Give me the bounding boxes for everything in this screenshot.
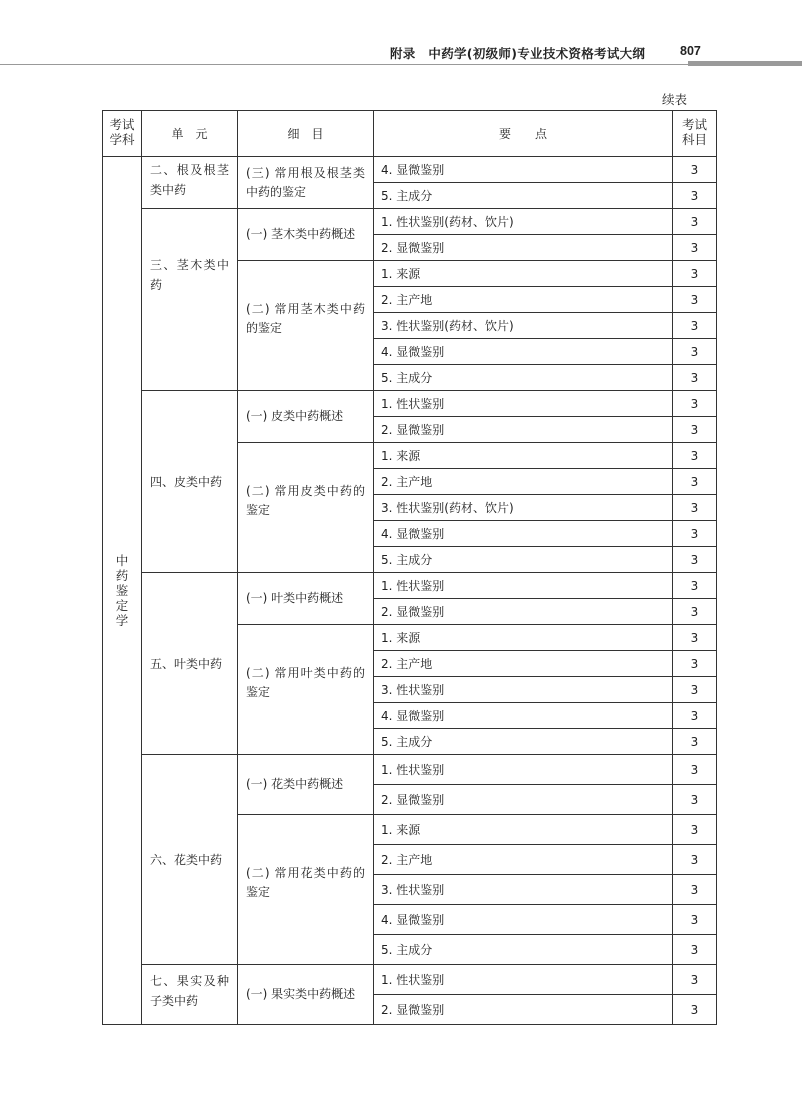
point-cell: 4. 显微鉴别 xyxy=(374,905,673,935)
point-cell: 5. 主成分 xyxy=(374,729,673,755)
point-cell: 2. 显微鉴别 xyxy=(374,785,673,815)
level-cell: 3 xyxy=(673,157,717,183)
level-cell: 3 xyxy=(673,965,717,995)
level-cell: 3 xyxy=(673,875,717,905)
point-cell: 1. 来源 xyxy=(374,815,673,845)
level-cell: 3 xyxy=(673,313,717,339)
level-cell: 3 xyxy=(673,209,717,235)
point-cell: 1. 性状鉴别(药材、饮片) xyxy=(374,209,673,235)
point-cell: 1. 性状鉴别 xyxy=(374,573,673,599)
table-row xyxy=(103,573,717,599)
table-header-row xyxy=(103,111,717,157)
point-cell: 2. 主产地 xyxy=(374,287,673,313)
running-header xyxy=(0,40,802,70)
point-cell: 5. 主成分 xyxy=(374,365,673,391)
col-header-points: 要 点 xyxy=(374,111,673,157)
level-cell: 3 xyxy=(673,905,717,935)
point-cell: 4. 显微鉴别 xyxy=(374,339,673,365)
level-cell: 3 xyxy=(673,677,717,703)
detail-cell: (一) 叶类中药概述 xyxy=(238,573,374,625)
exam-outline-table xyxy=(102,110,717,1025)
point-cell: 2. 显微鉴别 xyxy=(374,599,673,625)
point-cell: 2. 主产地 xyxy=(374,469,673,495)
level-cell: 3 xyxy=(673,729,717,755)
continued-label: 续表 xyxy=(662,92,688,107)
level-cell: 3 xyxy=(673,469,717,495)
level-cell: 3 xyxy=(673,785,717,815)
point-cell: 4. 显微鉴别 xyxy=(374,157,673,183)
level-cell: 3 xyxy=(673,995,717,1025)
unit-cell: 三、茎木类中药 xyxy=(142,209,238,391)
level-cell: 3 xyxy=(673,183,717,209)
point-cell: 2. 显微鉴别 xyxy=(374,417,673,443)
point-cell: 2. 主产地 xyxy=(374,651,673,677)
point-cell: 1. 性状鉴别 xyxy=(374,965,673,995)
level-cell: 3 xyxy=(673,235,717,261)
point-cell: 3. 性状鉴别(药材、饮片) xyxy=(374,313,673,339)
header-bar xyxy=(688,61,802,66)
level-cell: 3 xyxy=(673,651,717,677)
col-header-unit: 单 元 xyxy=(142,111,238,157)
detail-cell: (二) 常用花类中药的鉴定 xyxy=(238,815,374,965)
point-cell: 1. 来源 xyxy=(374,261,673,287)
level-cell: 3 xyxy=(673,935,717,965)
col-header-subject: 考试学科 xyxy=(103,111,142,157)
unit-cell: 四、皮类中药 xyxy=(142,391,238,573)
point-cell: 1. 性状鉴别 xyxy=(374,391,673,417)
point-cell: 1. 来源 xyxy=(374,443,673,469)
point-cell: 5. 主成分 xyxy=(374,183,673,209)
level-cell: 3 xyxy=(673,573,717,599)
header-title: 附录 中药学(初级师)专业技术资格考试大纲 xyxy=(390,46,646,61)
point-cell: 1. 性状鉴别 xyxy=(374,755,673,785)
level-cell: 3 xyxy=(673,339,717,365)
point-cell: 3. 性状鉴别 xyxy=(374,677,673,703)
point-cell: 3. 性状鉴别 xyxy=(374,875,673,905)
table-row xyxy=(103,157,717,183)
detail-cell: (一) 茎木类中药概述 xyxy=(238,209,374,261)
level-cell: 3 xyxy=(673,625,717,651)
header-rule xyxy=(0,64,688,65)
level-cell: 3 xyxy=(673,287,717,313)
detail-cell: (一) 花类中药概述 xyxy=(238,755,374,815)
level-cell: 3 xyxy=(673,261,717,287)
detail-cell: (三) 常用根及根茎类中药的鉴定 xyxy=(238,157,374,209)
unit-cell: 六、花类中药 xyxy=(142,755,238,965)
col-header-detail: 细 目 xyxy=(238,111,374,157)
detail-cell: (二) 常用叶类中药的鉴定 xyxy=(238,625,374,755)
point-cell: 2. 显微鉴别 xyxy=(374,995,673,1025)
unit-cell: 七、果实及种子类中药 xyxy=(142,965,238,1025)
point-cell: 4. 显微鉴别 xyxy=(374,521,673,547)
point-cell: 2. 显微鉴别 xyxy=(374,235,673,261)
unit-cell: 五、叶类中药 xyxy=(142,573,238,755)
table-row xyxy=(103,391,717,417)
point-cell: 4. 显微鉴别 xyxy=(374,703,673,729)
detail-cell: (二) 常用皮类中药的鉴定 xyxy=(238,443,374,573)
table-row xyxy=(103,965,717,995)
point-cell: 1. 来源 xyxy=(374,625,673,651)
level-cell: 3 xyxy=(673,845,717,875)
point-cell: 3. 性状鉴别(药材、饮片) xyxy=(374,495,673,521)
page-number: 807 xyxy=(680,44,701,58)
detail-cell: (二) 常用茎木类中药的鉴定 xyxy=(238,261,374,391)
level-cell: 3 xyxy=(673,755,717,785)
table-row xyxy=(103,755,717,785)
level-cell: 3 xyxy=(673,365,717,391)
detail-cell: (一) 皮类中药概述 xyxy=(238,391,374,443)
level-cell: 3 xyxy=(673,495,717,521)
subject-cell: 中药鉴定学 xyxy=(103,157,142,1025)
table-row xyxy=(103,209,717,235)
col-header-level: 考试科目 xyxy=(673,111,717,157)
level-cell: 3 xyxy=(673,521,717,547)
detail-cell: (一) 果实类中药概述 xyxy=(238,965,374,1025)
level-cell: 3 xyxy=(673,599,717,625)
level-cell: 3 xyxy=(673,443,717,469)
level-cell: 3 xyxy=(673,417,717,443)
point-cell: 2. 主产地 xyxy=(374,845,673,875)
level-cell: 3 xyxy=(673,391,717,417)
level-cell: 3 xyxy=(673,703,717,729)
point-cell: 5. 主成分 xyxy=(374,547,673,573)
level-cell: 3 xyxy=(673,815,717,845)
unit-cell: 二、根及根茎类中药 xyxy=(142,157,238,209)
level-cell: 3 xyxy=(673,547,717,573)
point-cell: 5. 主成分 xyxy=(374,935,673,965)
